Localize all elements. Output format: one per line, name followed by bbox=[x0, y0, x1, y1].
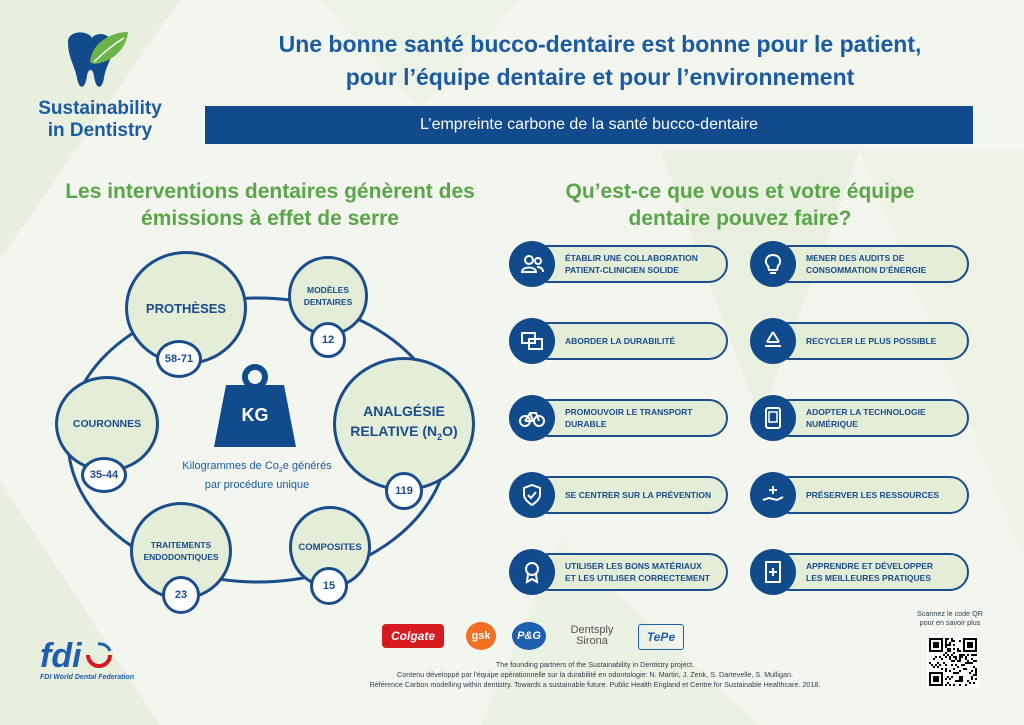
node-analgesie bbox=[333, 357, 475, 491]
right-heading-line2: dentaire pouvez faire? bbox=[628, 207, 852, 230]
badge-traitements bbox=[162, 576, 200, 614]
title-line1: Une bonne santé bucco-dentaire est bonne pour le patient, bbox=[278, 31, 922, 57]
action-label bbox=[565, 335, 730, 347]
fdi-tagline: FDI World Dental Federation bbox=[40, 674, 134, 681]
tablet-icon bbox=[750, 395, 796, 441]
badge-protheses-value: 58-71 bbox=[164, 353, 194, 365]
action-label-line1: RECYCLER LE PLUS POSSIBLE bbox=[806, 336, 937, 346]
action-label-line2: CONSOMMATION D’ÉNERGIE bbox=[806, 265, 927, 275]
subtitle-banner: L’empreinte carbone de la santé bucco-dentaire bbox=[205, 106, 973, 144]
node-modeles-label1: MODÈLES bbox=[306, 285, 350, 295]
bicycle-icon bbox=[509, 395, 555, 441]
chat-icon bbox=[509, 318, 555, 364]
node-composites-label: COMPOSITES bbox=[298, 541, 362, 553]
badge-modeles bbox=[310, 322, 346, 358]
action-label-line2: PATIENT-CLINICIEN SOLIDE bbox=[565, 265, 679, 275]
pg-logo bbox=[512, 622, 546, 650]
badge-analgesie bbox=[385, 472, 423, 510]
action-label-line2: DURABLE bbox=[565, 419, 607, 429]
action-label-line1: UTILISER LES BONS MATÉRIAUX bbox=[565, 561, 702, 571]
node-couronnes-label: COURONNES bbox=[72, 418, 142, 430]
badge-couronnes-value: 35-44 bbox=[89, 469, 119, 481]
gsk-logo bbox=[466, 622, 496, 650]
action-label bbox=[806, 489, 971, 501]
node-analgesie-label1: ANALGÉSIE bbox=[363, 403, 445, 420]
brand-name-line1: Sustainability bbox=[38, 98, 162, 119]
action-label bbox=[565, 252, 730, 276]
node-traitements-label2: ENDODONTIQUES bbox=[143, 552, 219, 562]
brand-name-line2: in Dentistry bbox=[47, 120, 153, 141]
dentsply-line1: Dentsply bbox=[570, 624, 614, 636]
badge-traitements-value: 23 bbox=[174, 589, 188, 601]
action-label-line1: ADOPTER LA TECHNOLOGIE bbox=[806, 407, 926, 417]
action-label bbox=[806, 252, 971, 276]
left-heading-line1: Les interventions dentaires génèrent des bbox=[65, 180, 475, 203]
shield-check-icon bbox=[509, 472, 555, 518]
colgate-text: Colgate bbox=[390, 629, 435, 643]
fdi-logo bbox=[40, 638, 170, 681]
action-label bbox=[806, 560, 971, 584]
fdi-smile-icon bbox=[84, 641, 114, 671]
action-label-line2: NUMÉRIQUE bbox=[806, 419, 858, 429]
action-label-line1: MENER DES AUDITS DE bbox=[806, 253, 905, 263]
award-icon bbox=[509, 549, 555, 595]
action-label bbox=[565, 489, 730, 501]
footer-line2: Contenu développé par l’équipe opérationnelle sur la durabilité en odontologie: N. Martin, J. Zenk, S. Dartevelle, S. Mulligan. bbox=[397, 670, 793, 679]
footer-credits bbox=[300, 660, 890, 690]
tepe-logo bbox=[638, 624, 684, 650]
qr-caption-line1: Scannez le code QR bbox=[917, 609, 983, 618]
recycle-icon bbox=[750, 318, 796, 364]
badge-composites-value: 15 bbox=[322, 580, 336, 592]
weight-caption-a: Kilogrammes de Co bbox=[182, 460, 279, 472]
badge-composites bbox=[310, 567, 348, 605]
fdi-logo-text: fdi bbox=[40, 637, 82, 675]
hand-plus-icon bbox=[750, 472, 796, 518]
right-heading-line1: Qu’est-ce que vous et votre équipe bbox=[565, 180, 915, 203]
node-analgesie-label2a: RELATIVE (N bbox=[350, 423, 438, 440]
badge-modeles-value: 12 bbox=[321, 334, 335, 346]
pg-text: P&G bbox=[517, 630, 541, 642]
action-label-line1: SE CENTRER SUR LA PRÉVENTION bbox=[565, 490, 712, 500]
tepe-text: TePe bbox=[646, 630, 676, 644]
footer-line1: The founding partners of the Sustainability in Dentistry project. bbox=[495, 660, 695, 669]
qr-code[interactable] bbox=[927, 636, 979, 688]
gsk-text: gsk bbox=[471, 630, 491, 642]
node-protheses-label: PROTHÈSES bbox=[145, 300, 227, 316]
action-label-line1: APPRENDRE ET DÉVELOPPER bbox=[806, 561, 934, 571]
qr-caption-line2: pour en savoir plus bbox=[919, 618, 981, 627]
node-analgesie-label2 bbox=[350, 421, 457, 447]
weight-caption-b: e générés bbox=[282, 460, 332, 472]
badge-analgesie-value: 119 bbox=[395, 485, 413, 497]
action-label-line1: ÉTABLIR UNE COLLABORATION bbox=[565, 253, 698, 263]
action-label bbox=[806, 406, 971, 430]
weight-caption-line1 bbox=[162, 459, 352, 478]
weight-unit-label: KG bbox=[241, 405, 269, 425]
node-analgesie-label2b: O) bbox=[442, 423, 458, 440]
qr-caption bbox=[902, 609, 998, 627]
colgate-logo bbox=[382, 624, 444, 648]
title-line2: pour l’équipe dentaire et pour l’environnement bbox=[345, 64, 855, 90]
footer-line3: Référence Carbon modelling within dentistry. Towards a sustainable future. Public Health England et Centre for Sustainable Healthcare. 2018. bbox=[369, 680, 821, 689]
people-icon bbox=[509, 241, 555, 287]
left-heading-line2: émissions à effet de serre bbox=[141, 207, 399, 230]
dentsply-line2: Sirona bbox=[576, 635, 608, 647]
action-label-line2: ET LES UTILISER CORRECTEMENT bbox=[565, 573, 710, 583]
lightbulb-icon bbox=[750, 241, 796, 287]
weight-caption-line2: par procédure unique bbox=[204, 479, 310, 492]
action-label bbox=[806, 335, 971, 347]
node-modeles-label2: DENTAIRES bbox=[303, 297, 353, 307]
weight-caption bbox=[162, 459, 352, 492]
weight-caption-sub: 2 bbox=[278, 467, 283, 475]
badge-couronnes bbox=[81, 457, 127, 493]
action-label-line1: PROMOUVOIR LE TRANSPORT bbox=[565, 407, 693, 417]
action-label-line1: PRÉSERVER LES RESSOURCES bbox=[806, 490, 940, 500]
badge-protheses bbox=[156, 340, 202, 378]
action-label bbox=[565, 560, 730, 584]
book-icon bbox=[750, 549, 796, 595]
action-label-line2: LES MEILLEURES PRATIQUES bbox=[806, 573, 931, 583]
node-traitements-label1: TRAITEMENTS bbox=[150, 540, 212, 550]
dentsply-logo bbox=[556, 624, 628, 648]
node-analgesie-sub: 2 bbox=[437, 431, 443, 442]
action-label-line1: ABORDER LA DURABILITÉ bbox=[565, 336, 676, 346]
action-label bbox=[565, 406, 730, 430]
